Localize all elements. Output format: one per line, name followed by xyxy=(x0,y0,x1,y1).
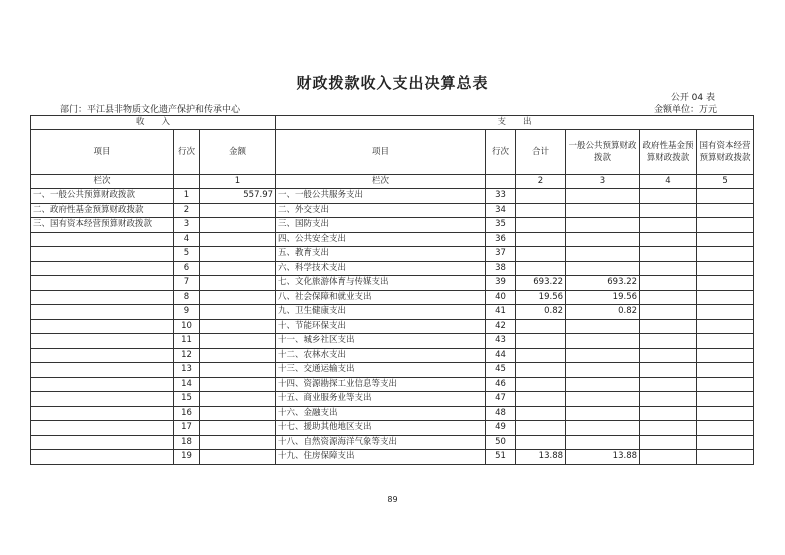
income-amount-cell xyxy=(200,290,276,305)
state-capital-cell xyxy=(697,247,754,262)
gov-fund-cell xyxy=(640,276,697,291)
general-budget-cell xyxy=(566,218,640,233)
income-row-no-cell: 15 xyxy=(174,392,200,407)
expense-row-no-cell: 38 xyxy=(486,261,516,276)
general-budget-cell xyxy=(566,232,640,247)
general-budget-cell xyxy=(566,377,640,392)
table-row xyxy=(31,363,754,378)
state-capital-cell xyxy=(697,290,754,305)
income-row-no-cell: 14 xyxy=(174,377,200,392)
total-header: 合计 xyxy=(516,130,566,175)
expense-row-no-cell: 43 xyxy=(486,334,516,349)
expense-item-cell: 七、文化旅游体育与传媒支出 xyxy=(276,276,486,291)
expense-item-cell: 十五、商业服务业等支出 xyxy=(276,392,486,407)
income-item-cell: 二、政府性基金预算财政拨款 xyxy=(31,203,174,218)
state-capital-cell xyxy=(697,435,754,450)
column-index-2: 2 xyxy=(516,175,566,189)
expense-item-cell: 十三、交通运输支出 xyxy=(276,363,486,378)
income-amount-cell xyxy=(200,348,276,363)
income-amount-cell xyxy=(200,363,276,378)
income-row-no-cell: 6 xyxy=(174,261,200,276)
general-budget-cell: 19.56 xyxy=(566,290,640,305)
income-row-no-cell: 19 xyxy=(174,450,200,465)
total-cell xyxy=(516,377,566,392)
general-budget-cell xyxy=(566,406,640,421)
total-cell xyxy=(516,203,566,218)
table-row xyxy=(31,305,754,320)
table-row xyxy=(31,218,754,233)
expense-item-cell: 四、公共安全支出 xyxy=(276,232,486,247)
income-amount-cell xyxy=(200,406,276,421)
table-row xyxy=(31,290,754,305)
table-row xyxy=(31,392,754,407)
income-item-cell xyxy=(31,276,174,291)
table-row xyxy=(31,232,754,247)
income-amount-cell xyxy=(200,319,276,334)
gov-fund-cell xyxy=(640,406,697,421)
state-capital-cell xyxy=(697,363,754,378)
income-row-no-cell: 16 xyxy=(174,406,200,421)
table-row xyxy=(31,261,754,276)
expense-row-no-cell: 51 xyxy=(486,450,516,465)
table-row xyxy=(31,319,754,334)
table-row xyxy=(31,247,754,262)
income-row-no-header: 行次 xyxy=(174,130,200,175)
gov-fund-cell xyxy=(640,377,697,392)
income-item-header: 项目 xyxy=(31,130,174,175)
general-budget-cell: 13.88 xyxy=(566,450,640,465)
expense-section-header: 支 出 xyxy=(276,116,754,130)
gov-fund-cell xyxy=(640,290,697,305)
expense-item-cell: 二、外交支出 xyxy=(276,203,486,218)
income-amount-cell xyxy=(200,203,276,218)
income-amount-cell xyxy=(200,276,276,291)
income-item-cell xyxy=(31,348,174,363)
general-budget-cell xyxy=(566,319,640,334)
state-capital-cell xyxy=(697,218,754,233)
income-amount-cell xyxy=(200,247,276,262)
income-amount-cell xyxy=(200,261,276,276)
total-cell xyxy=(516,232,566,247)
income-amount-cell xyxy=(200,305,276,320)
table-row xyxy=(31,377,754,392)
state-capital-cell xyxy=(697,421,754,436)
income-item-cell xyxy=(31,232,174,247)
expense-row-no-cell: 46 xyxy=(486,377,516,392)
total-cell xyxy=(516,363,566,378)
expense-item-cell: 八、社会保障和就业支出 xyxy=(276,290,486,305)
income-item-cell xyxy=(31,334,174,349)
state-capital-cell xyxy=(697,232,754,247)
column-index-blank xyxy=(174,175,200,189)
gov-fund-cell xyxy=(640,392,697,407)
column-index-5: 5 xyxy=(697,175,754,189)
income-row-no-cell: 8 xyxy=(174,290,200,305)
table-row xyxy=(31,435,754,450)
income-row-no-cell: 5 xyxy=(174,247,200,262)
table-row xyxy=(31,334,754,349)
expense-item-cell: 十七、援助其他地区支出 xyxy=(276,421,486,436)
total-cell xyxy=(516,319,566,334)
income-item-cell xyxy=(31,247,174,262)
gov-fund-cell xyxy=(640,450,697,465)
expense-row-no-cell: 50 xyxy=(486,435,516,450)
income-row-no-cell: 18 xyxy=(174,435,200,450)
income-row-no-cell: 2 xyxy=(174,203,200,218)
income-row-no-cell: 7 xyxy=(174,276,200,291)
total-cell xyxy=(516,218,566,233)
general-budget-cell xyxy=(566,435,640,450)
income-row-no-cell: 12 xyxy=(174,348,200,363)
expense-item-cell: 一、一般公共服务支出 xyxy=(276,189,486,204)
income-row-no-cell: 17 xyxy=(174,421,200,436)
total-cell: 19.56 xyxy=(516,290,566,305)
general-budget-cell xyxy=(566,334,640,349)
income-amount-cell xyxy=(200,377,276,392)
state-capital-cell xyxy=(697,276,754,291)
state-capital-cell xyxy=(697,305,754,320)
income-amount-cell xyxy=(200,421,276,436)
income-item-cell: 一、一般公共预算财政拨款 xyxy=(31,189,174,204)
income-row-no-cell: 9 xyxy=(174,305,200,320)
income-amount-cell xyxy=(200,392,276,407)
expense-row-no-cell: 49 xyxy=(486,421,516,436)
total-cell xyxy=(516,348,566,363)
expense-row-no-cell: 47 xyxy=(486,392,516,407)
income-amount-cell xyxy=(200,334,276,349)
state-capital-cell xyxy=(697,334,754,349)
form-number: 公开 04 表 xyxy=(670,93,715,103)
gov-fund-cell xyxy=(640,348,697,363)
page-number: 89 xyxy=(387,495,398,504)
expense-item-cell: 三、国防支出 xyxy=(276,218,486,233)
income-item-cell xyxy=(31,305,174,320)
gov-fund-cell xyxy=(640,319,697,334)
income-row-no-cell: 4 xyxy=(174,232,200,247)
income-row-no-cell: 3 xyxy=(174,218,200,233)
income-item-cell: 三、国有资本经营预算财政拨款 xyxy=(31,218,174,233)
income-item-cell xyxy=(31,421,174,436)
general-budget-cell: 0.82 xyxy=(566,305,640,320)
expense-item-cell: 十六、金融支出 xyxy=(276,406,486,421)
expense-row-no-cell: 39 xyxy=(486,276,516,291)
expense-row-no-cell: 33 xyxy=(486,189,516,204)
amount-unit-label: 金额单位：万元 xyxy=(653,105,717,115)
table-row xyxy=(31,203,754,218)
gov-fund-cell xyxy=(640,203,697,218)
column-index-label-2: 栏次 xyxy=(276,175,486,189)
income-amount-cell xyxy=(200,450,276,465)
report-title: 财政拨款收入支出决算总表 xyxy=(296,74,489,92)
expense-item-cell: 十二、农林水支出 xyxy=(276,348,486,363)
gov-fund-cell xyxy=(640,305,697,320)
expense-row-no-cell: 36 xyxy=(486,232,516,247)
general-budget-header: 一般公共预算财政拨款 xyxy=(566,130,640,175)
budget-summary-table xyxy=(30,115,754,465)
income-row-no-cell: 10 xyxy=(174,319,200,334)
table-row xyxy=(31,276,754,291)
expense-row-no-cell: 37 xyxy=(486,247,516,262)
income-item-cell xyxy=(31,319,174,334)
expense-row-no-cell: 45 xyxy=(486,363,516,378)
state-capital-cell xyxy=(697,348,754,363)
expense-item-cell: 十、节能环保支出 xyxy=(276,319,486,334)
expense-row-no-cell: 34 xyxy=(486,203,516,218)
general-budget-cell xyxy=(566,261,640,276)
expense-item-header: 项目 xyxy=(276,130,486,175)
income-amount-cell xyxy=(200,232,276,247)
expense-row-no-cell: 35 xyxy=(486,218,516,233)
general-budget-cell xyxy=(566,203,640,218)
income-item-cell xyxy=(31,435,174,450)
income-section-header: 收 入 xyxy=(31,116,276,130)
general-budget-cell xyxy=(566,189,640,204)
gov-fund-header: 政府性基金预算财政拨款 xyxy=(640,130,697,175)
general-budget-cell xyxy=(566,348,640,363)
expense-item-cell: 十四、资源勘探工业信息等支出 xyxy=(276,377,486,392)
table-row xyxy=(31,189,754,204)
income-row-no-cell: 13 xyxy=(174,363,200,378)
state-capital-cell xyxy=(697,189,754,204)
expense-item-cell: 九、卫生健康支出 xyxy=(276,305,486,320)
income-item-cell xyxy=(31,450,174,465)
column-index-label: 栏次 xyxy=(31,175,174,189)
state-capital-cell xyxy=(697,392,754,407)
income-item-cell xyxy=(31,261,174,276)
column-index-1: 1 xyxy=(200,175,276,189)
expense-row-no-cell: 42 xyxy=(486,319,516,334)
income-item-cell xyxy=(31,392,174,407)
income-amount-header: 金额 xyxy=(200,130,276,175)
expense-row-no-cell: 40 xyxy=(486,290,516,305)
expense-item-cell: 十八、自然资源海洋气象等支出 xyxy=(276,435,486,450)
expense-row-no-cell: 44 xyxy=(486,348,516,363)
total-cell xyxy=(516,334,566,349)
expense-row-no-cell: 41 xyxy=(486,305,516,320)
general-budget-cell xyxy=(566,392,640,407)
expense-item-cell: 六、科学技术支出 xyxy=(276,261,486,276)
table-row xyxy=(31,421,754,436)
income-item-cell xyxy=(31,290,174,305)
gov-fund-cell xyxy=(640,363,697,378)
income-item-cell xyxy=(31,406,174,421)
state-capital-cell xyxy=(697,203,754,218)
income-amount-cell: 557.97 xyxy=(200,189,276,204)
gov-fund-cell xyxy=(640,232,697,247)
total-cell xyxy=(516,435,566,450)
total-cell xyxy=(516,421,566,436)
state-capital-cell xyxy=(697,450,754,465)
gov-fund-cell xyxy=(640,421,697,436)
state-capital-header: 国有资本经营预算财政拨款 xyxy=(697,130,754,175)
gov-fund-cell xyxy=(640,334,697,349)
total-cell: 13.88 xyxy=(516,450,566,465)
state-capital-cell xyxy=(697,377,754,392)
total-cell xyxy=(516,189,566,204)
state-capital-cell xyxy=(697,261,754,276)
total-cell xyxy=(516,392,566,407)
table-row xyxy=(31,406,754,421)
gov-fund-cell xyxy=(640,261,697,276)
expense-row-no-header: 行次 xyxy=(486,130,516,175)
expense-item-cell: 十一、城乡社区支出 xyxy=(276,334,486,349)
general-budget-cell xyxy=(566,421,640,436)
column-index-blank-2 xyxy=(486,175,516,189)
expense-item-cell: 五、教育支出 xyxy=(276,247,486,262)
state-capital-cell xyxy=(697,406,754,421)
income-amount-cell xyxy=(200,435,276,450)
expense-item-cell: 十九、住房保障支出 xyxy=(276,450,486,465)
income-item-cell xyxy=(31,377,174,392)
gov-fund-cell xyxy=(640,218,697,233)
gov-fund-cell xyxy=(640,247,697,262)
general-budget-cell xyxy=(566,363,640,378)
general-budget-cell: 693.22 xyxy=(566,276,640,291)
total-cell xyxy=(516,247,566,262)
state-capital-cell xyxy=(697,319,754,334)
general-budget-cell xyxy=(566,247,640,262)
income-row-no-cell: 1 xyxy=(174,189,200,204)
income-row-no-cell: 11 xyxy=(174,334,200,349)
table-row xyxy=(31,450,754,465)
income-amount-cell xyxy=(200,218,276,233)
column-index-4: 4 xyxy=(640,175,697,189)
total-cell xyxy=(516,261,566,276)
department-label: 部门：平江县非物质文化遗产保护和传承中心 xyxy=(60,105,241,115)
expense-row-no-cell: 48 xyxy=(486,406,516,421)
column-index-3: 3 xyxy=(566,175,640,189)
income-item-cell xyxy=(31,363,174,378)
total-cell: 0.82 xyxy=(516,305,566,320)
gov-fund-cell xyxy=(640,189,697,204)
gov-fund-cell xyxy=(640,435,697,450)
total-cell: 693.22 xyxy=(516,276,566,291)
total-cell xyxy=(516,406,566,421)
table-row xyxy=(31,348,754,363)
